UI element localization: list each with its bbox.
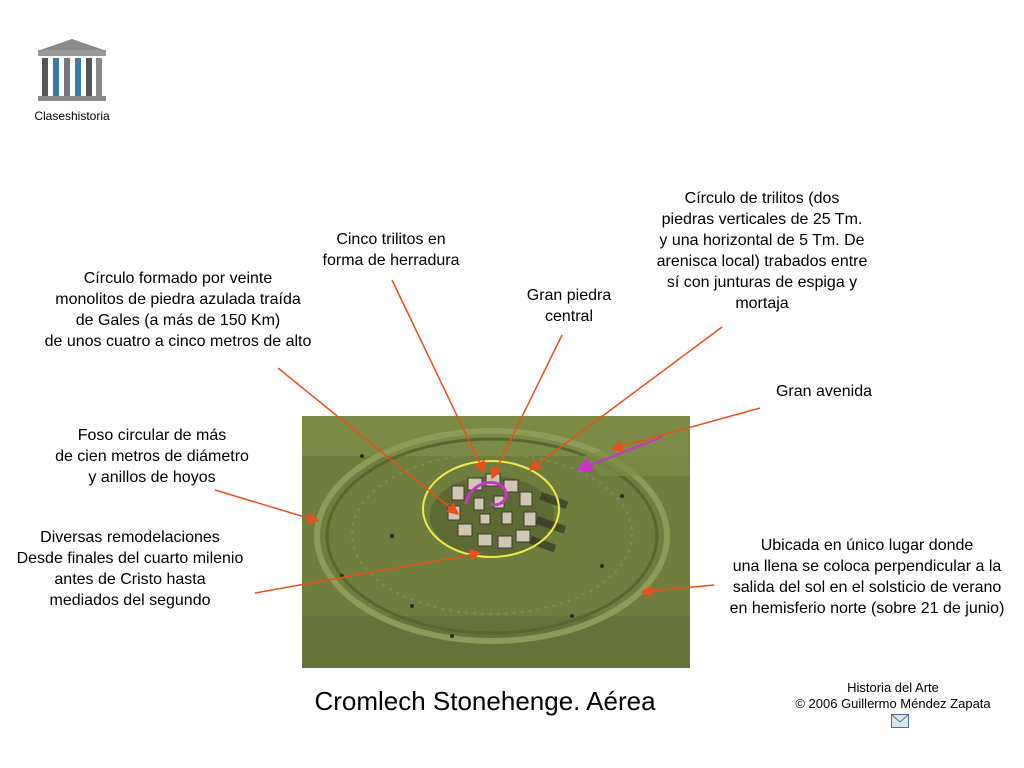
- mail-icon[interactable]: [891, 714, 909, 728]
- label-circulo-monolitos: Círculo formado por veinte monolitos de piedra azulada traída de Gales (a más de 150 Km) de unos cuatro a cinco metros de alto: [44, 270, 312, 350]
- footer-line-2: © 2006 Guillermo Méndez Zapata: [795, 696, 991, 711]
- footer-line-1: Historia del Arte: [847, 680, 939, 695]
- slide-title: Cromlech Stonehenge. Aérea: [314, 686, 656, 716]
- label-remodelaciones: Diversas remodelaciones Desde finales del cuarto milenio antes de Cristo hasta mediados del segundo: [16, 529, 244, 609]
- label-foso: Foso circular de más de cien metros de diámetro y anillos de hoyos: [55, 427, 249, 486]
- label-gran-piedra: Gran piedra central: [526, 287, 612, 325]
- stonehenge-aerial-photo: [302, 416, 690, 668]
- logo-caption: Claseshistoria: [34, 109, 110, 123]
- label-circulo-trilitos: Círculo de trilitos (dos piedras verticales de 25 Tm. y una horizontal de 5 Tm. De arenisca local) trabados entre sí con junturas de espiga y mortaja: [656, 190, 868, 312]
- footer-credits: [780, 680, 1006, 712]
- label-cinco-trilitos: Cinco trilitos en forma de herradura: [322, 231, 460, 269]
- label-gran-avenida: Gran avenida: [775, 383, 873, 400]
- clasehistoria-logo[interactable]: [30, 36, 114, 124]
- label-ubicada: Ubicada en único lugar donde una llena se coloca perpendicular a la salida del sol en el solsticio de verano en hemisferio norte (sobre 21 de junio): [729, 537, 1005, 617]
- temple-icon: [30, 36, 114, 106]
